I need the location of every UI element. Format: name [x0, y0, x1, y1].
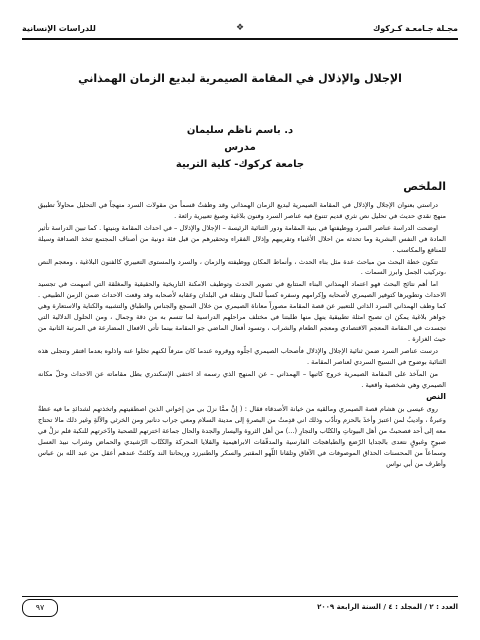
abstract-paragraph: دراستي بعنوان الإجلال والإذلال في المقامة الصيمرية لبديع الزمان الهمذاني وقد وظفتُ قسماً من مقولات السرد منهجاً في التحليل محاولاً تطبيق منهج نقدي حديث في تحليل نص نثري قديم تتنوع فيه عناصر السرد وفنون بلاغية وصيغ تعبيرية رائعة .	[38, 201, 446, 220]
header-ornament-icon: ❖	[235, 23, 245, 33]
abstract-paragraph: اما أهم نتائج البحث فهو اعتماد الهمذاني البناء المتتابع في تصوير الحدث وتوظيف الامكنة التاريخية والحقيقية والمغلقة التي اسهمت في تجسيد الاحداث وتطويرها كتوفير الصيمري لأصحابه وإكرامهم وسفره كسباً للمال وتنقله في البلدان وعقابه لأصحابه وقد وقعت الاحداث ضمن الزمن الطبيعي . كما وظف الهمذاني السرد الذاتي للتعبير عن قصة المقامة مصوراً معاناة الصيمري من خلال السجع والجناس والطباق والتشبيه والكناية والاستعارة وهي جواهر بلاغية يمكن ان تصبح امثلة تطبيقية ينهل منها طلبتنا في مختلف مراحلهم الدراسية لما تتسم به من دقة وجمال ، ومن الحلول الدلالية التي تجسدت في المقامة المعجم الاقتصادي ومعجم الطعام والشراب ، وتسود أفعال الماضي جو المقامة بينما تأتي الافعال المضارعة في المرتبة الثانية من حيث الغزارة .	[38, 280, 446, 343]
abstract-paragraph: من المآخذ على المقامة الصيمرية خروج كاتبها – الهمذاني – عن المنهج الذي رسمه اذ اختفى الإسكندري بطل مقاماته عن الاحداث وحلّ مكانه الصيمري وهي شخصية واقعية .	[38, 369, 446, 389]
page-number: ٩٧	[22, 599, 58, 617]
text-heading: النص	[426, 392, 446, 402]
abstract-heading: الملخص	[403, 180, 446, 193]
text-paragraph: روى عيسى بن هشام قصة الصيمري ومالقيه من خيانة الأصدقاء فقال : ( إنَّ ممَّا نزلَ بي من إخواني الذين اصطفيتهم واتخذتهم لشدائدِ ما فيه عظةٌ وعبرةٌ ، واديبُ لمن اعتبرَ وأخذَ بالحزم وتأدّب وذلك اني قدِمتُ من البصرةِ إلى مدينة السلام ومعي جراب دنانير ومن الخرثي والآلةِ وغير ذلك مالا تحتاج معه إلى أحد فصحبتُ من أهل البيوتاتِ والكتّاب والتجارِ (...) من أهل الثروة واليسار والجدة والحال جماعة اخترتهم للصحبة وادّخرتهم للنكبة فلم نزلْ في صبوحٍ وغبوقٍ نتعدى بالجدايا الرّضع والطباهجات الفارسية والمدقّقات الابراهيمية والقلايا المحركة والكتّاب الرّشيدي والحماض وشراب نبيذ العسل وسماعاً من المحسنات الحذاق الموصوفات في الآفاق وتلقانا اللّهو المقتبر والسكر والطنبرزد وريحانتا الند وكلثتّ عندهم أعقل من عبد الله بن عباس وأظرف من أبي نواس	[38, 405, 446, 468]
issue-info: العدد : ٢ / المجلد : ٤ / السنة الرابعة ٢٠٠٩	[317, 603, 458, 611]
page-footer	[22, 596, 458, 619]
author-block	[40, 122, 440, 173]
author-affiliation: جامعة كركوك- كلية التربية	[175, 159, 305, 170]
running-header	[22, 20, 458, 40]
article-body	[38, 200, 446, 582]
abstract-paragraph: اوضحت الدراسة عناصر السرد ووظيفتها في بنية المقامة ودور الثنائية الرئيسة – الإجلال والإذلال – في احداث المقامة وبنيتها . كما تبين الدراسة تأثير المادة في النفس البشرية وما تحدثه من احلال الأغنياء وتقريبهم وإذلال الفقراء وتحقيرهم من قبل فئة دونية من أصناف المجتمع تتخذ الصداقة وسيلة للمنافع والمكاسب .	[38, 223, 446, 254]
article-title: الإجلال والإذلال في المقامة الصيمرية لبديع الزمان الهمذاني	[78, 72, 402, 85]
author-name: د. باسم ناظم سليمان	[186, 125, 294, 136]
section-name: للدراسات الإنسانية	[22, 24, 96, 33]
journal-name: مجـلة جـامعـة كـركوك	[372, 24, 458, 33]
abstract-paragraph: تتكون خطة البحث من مباحث عدة مثل بناء الحدث ، وأنماط المكان ووظيفته والزمان ، والسرد والمستوى التعبيري كالفنون البلاغية ، ومعجم النص ،وتركيب الجمل وابرز السمات .	[38, 257, 446, 277]
abstract-paragraph: درست عناصر السرد ضمن ثنائية الإجلال والإذلال فأصحاب الصيمري اجلّوه ووقروه عندما كان مترفاً لكنهم تخلوا عنه واذلوه بعدما افتقر وتتجلى هذه الثنائية بوضوح في النسيج السردي لعناصر المقامة .	[38, 346, 446, 366]
author-rank: مدرس	[224, 142, 256, 153]
